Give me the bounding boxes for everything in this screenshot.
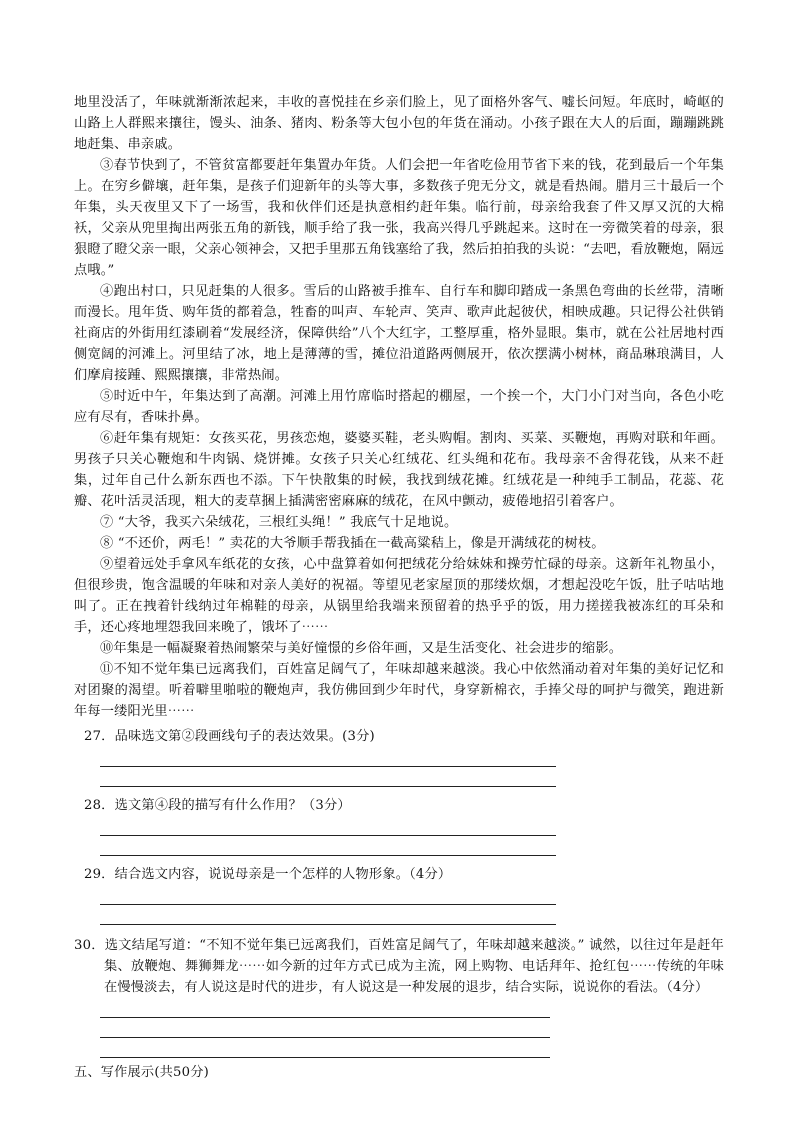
answer-line[interactable] <box>100 747 556 767</box>
question-27: 27．品味选文第②段画线句子的表达效果。(3分) <box>84 729 375 744</box>
exam-page <box>74 92 724 1083</box>
answer-line[interactable] <box>100 885 556 905</box>
section-heading-writing: 五、写作展示(共50分) <box>74 1065 209 1080</box>
passage-paragraph-5: ⑤时近中午，年集达到了高潮。河滩上用竹席临时搭起的棚屋，一个挨一个，大门小门对当向，各色小吃应有尽有，香味扑鼻。 <box>74 389 724 425</box>
answer-line[interactable] <box>100 816 556 836</box>
answer-line[interactable] <box>100 767 556 787</box>
passage-paragraph-6: ⑥赶年集有规矩：女孩买花，男孩恋炮，婆婆买鞋，老头购帽。割肉、买菜、买鞭炮，再购对联和年画。男孩子只关心鞭炮和牛肉锅、烧饼摊。女孩子只关心红绒花、红头绳和花布。我母亲不舍得花钱，从来不赶集，过年自己什么新东西也不添。下午快散集的时候，我找到绒花摊。红绒花是一种纯手工制品，花蕊、花瓣、花叶活灵活现，粗大的麦草捆上插满密密麻麻的绒花，在风中颤动，疲倦地招引着客户。 <box>74 431 724 509</box>
passage-paragraph-intro: 地里没活了，年味就渐渐浓起来，丰收的喜悦挂在乡亲们脸上，见了面格外客气、嘘长问短。年底时，崎岖的山路上人群熙来攘往，馒头、油条、猪肉、粉条等大包小包的年货在涌动。小孩子跟在大人的后面，蹦蹦跳跳地赶集、串亲戚。 <box>74 95 724 152</box>
answer-line[interactable] <box>100 1038 550 1058</box>
answer-line[interactable] <box>100 836 556 856</box>
question-28: 28．选文第④段的描写有什么作用？（3分） <box>84 798 351 813</box>
passage-paragraph-4: ④跑出村口，只见赶集的人很多。雪后的山路被手推车、自行车和脚印踏成一条黑色弯曲的长丝带，清晰而漫长。甩年货、购年货的都着急，牲畜的叫声、车轮声、笑声、歌声此起彼伏，相映成趣。只记得公社供销社商店的外街用红漆刷着“发展经济，保障供给”八个大红字，工整厚重，格外显眼。集市，就在公社居地村西侧宽阔的河滩上。河里结了冰，地上是薄薄的雪，摊位沿道路两侧展开，依次摆满小树林，商品琳琅满目，人们摩肩接踵、熙熙攘攘，非常热闹。 <box>74 284 724 383</box>
answer-line[interactable] <box>100 998 550 1018</box>
question-30: 30．选文结尾写道：“不知不觉年集已远离我们，百姓富足阔气了，年味却越来越淡。” 诚然，以往过年是赶年集、放鞭炮、舞狮舞龙⋯⋯如今新的过年方式已成为主流，网上购物、电话拜年、抢红包⋯⋯传统的年味在慢慢淡去，有人说这是时代的进步，有人说这是一种发展的退步，结合实际，说说你的看法。（4分） <box>74 938 724 995</box>
passage-paragraph-9: ⑨望着远处手拿风车纸花的女孩，心中盘算着如何把绒花分给妹妹和操劳忙碌的母亲。这新年礼物虽小，但很珍贵，饱含温暖的年味和对亲人美好的祝福。等望见老家屋顶的那缕炊烟，才想起没吃午饭，肚子咕咕地叫了。正在拽着针线纳过年棉鞋的母亲，从锅里给我端来预留着的热乎乎的饭，用力搓搓我被冻红的耳朵和手，还心疼地埋怨我回来晚了，饿坏了⋯⋯ <box>74 557 724 635</box>
passage-paragraph-7: ⑦ “大爷，我买六朵绒花，三根红头绳！” 我底气十足地说。 <box>100 515 458 530</box>
passage-paragraph-11: ⑪不知不觉年集已远离我们，百姓富足阔气了，年味却越来越淡。我心中依然涌动着对年集的美好记忆和对团聚的渴望。听着噼里啪啦的鞭炮声，我仿佛回到少年时代，身穿新棉衣，手捧父母的呵护与微笑，跑进新年每一缕阳光里⋯⋯ <box>74 662 724 719</box>
passage-paragraph-8: ⑧ “不还价，两毛！” 卖花的大爷顺手帮我插在一截高粱秸上，像是开满绒花的树枝。 <box>100 536 605 551</box>
passage-paragraph-10: ⑩年集是一幅凝聚着热闹繁荣与美好憧憬的乡俗年画，又是生活变化、社会进步的缩影。 <box>100 641 623 656</box>
passage-paragraph-3: ③春节快到了，不管贫富都要赶年集置办年货。人们会把一年省吃俭用节省下来的钱，花到最后一个年集上。在穷乡僻壤，赶年集，是孩子们迎新年的头等大事，多数孩子兜无分文，就是看热闹。腊月三十最后一个年集，头天夜里又下了一场雪，我和伙伴们还是执意相约赶年集。临行前，母亲给我套了件又厚又沉的大棉袄，父亲从兜里掏出两张五角的新钱，顺手给了我一张，我高兴得几乎跳起来。这时在一旁微笑着的母亲，狠狠瞪了瞪父亲一眼，父亲心领神会，又把手里那五角钱塞给了我，然后拍拍我的头说：“去吧，看放鞭炮，隔远点哦。” <box>74 158 724 278</box>
answer-line[interactable] <box>100 905 556 925</box>
question-29: 29．结合选文内容，说说母亲是一个怎样的人物形象。（4分） <box>84 867 452 882</box>
answer-line[interactable] <box>100 1018 550 1038</box>
